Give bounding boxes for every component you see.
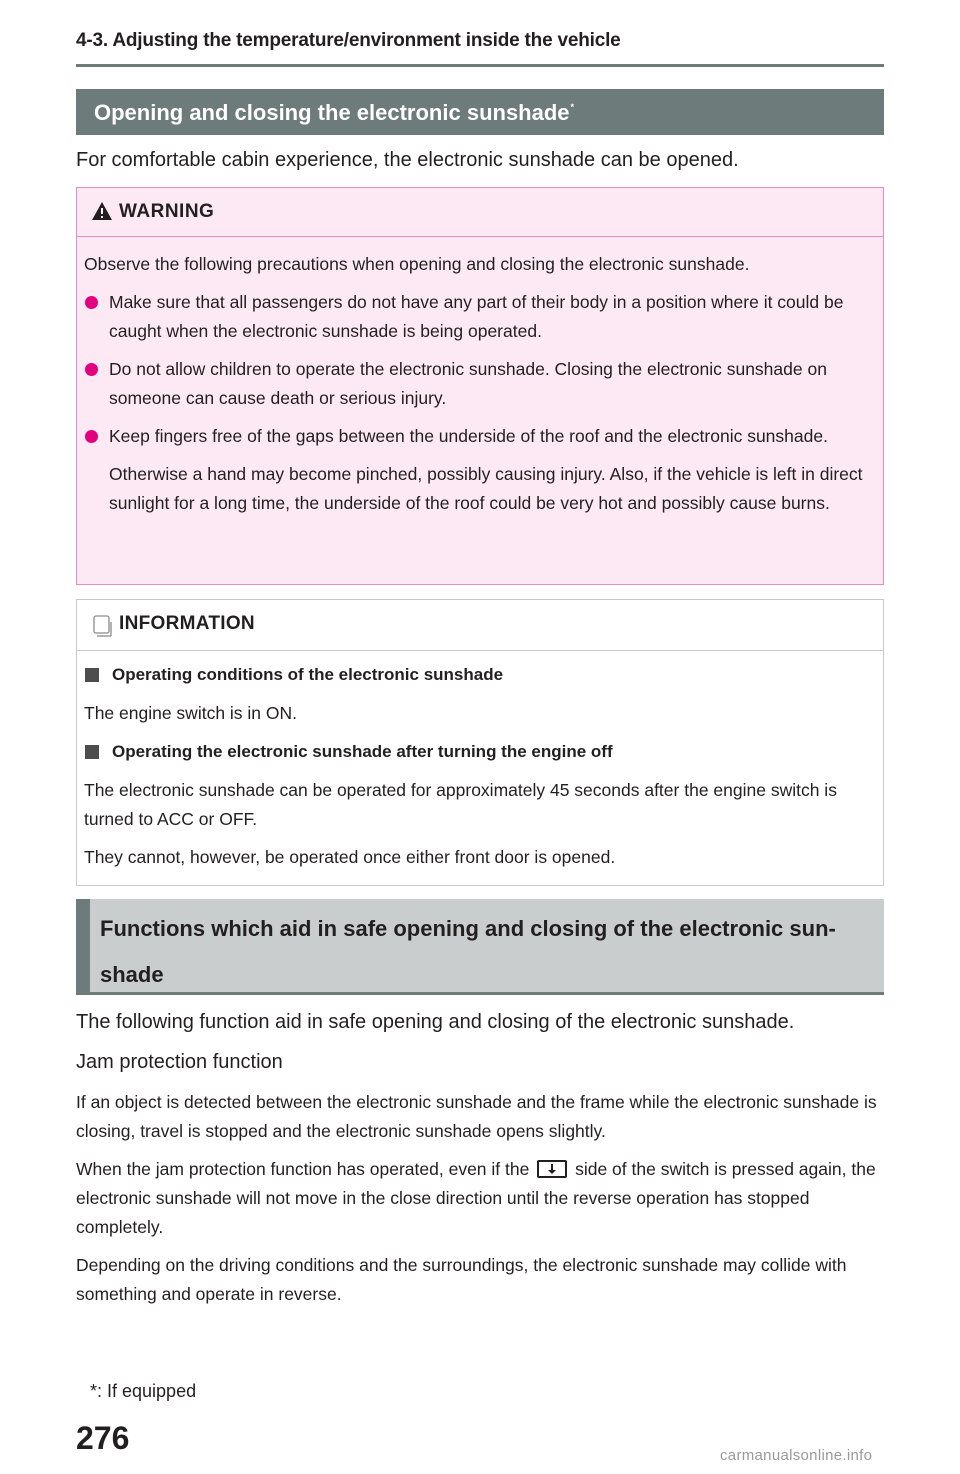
square-bullet-icon — [85, 668, 99, 682]
warning-bullet — [84, 288, 874, 346]
bullet-dot — [85, 363, 98, 376]
page-number: 276 — [76, 1420, 130, 1456]
section-title: Opening and closing the electronic sunshade — [94, 100, 570, 125]
paragraph-text: side of the switch is pressed again, the electronic sunshade will not move in the close direction until the reverse operation has stopped completely. — [76, 1159, 876, 1237]
paragraph-text: When the jam protection function has operated, even if the — [76, 1159, 530, 1179]
warning-header — [77, 188, 883, 237]
warning-bullet — [84, 355, 874, 413]
warning-label: WARNING — [119, 201, 215, 222]
subheading-text: Operating conditions of the electronic sunshade — [112, 665, 504, 684]
info-paragraph: The engine switch is in ON. — [84, 703, 298, 723]
square-bullet-icon — [85, 745, 99, 759]
section2-title-line1: Functions which aid in safe opening and closing of the electronic sun- — [100, 916, 836, 941]
subheading-text: Operating the electronic sunshade after turning the engine off — [112, 742, 613, 761]
function-paragraph: If an object is detected between the electronic sunshade and the frame while the electronic sunshade is closing, travel is stopped and the electronic sunshade opens slightly. — [76, 1092, 877, 1141]
section2-title-line2: shade — [100, 962, 164, 987]
function-name: Jam protection function — [76, 1051, 283, 1073]
bullet-text: Do not allow children to operate the electronic sunshade. Closing the electronic sunshade on someone can cause death or serious injury. — [109, 359, 827, 408]
header-rule — [76, 64, 884, 67]
bullet-dot — [85, 296, 98, 309]
warning-bullet — [84, 422, 874, 451]
watermark: carmanualsonline.info — [720, 1447, 873, 1464]
running-header: 4-3. Adjusting the temperature/environment inside the vehicle — [76, 30, 621, 51]
warning-triangle-icon — [91, 201, 113, 221]
info-subheading — [84, 737, 874, 766]
function-paragraph — [76, 1155, 886, 1242]
information-label: INFORMATION — [119, 613, 255, 634]
warning-intro: Observe the following precautions when opening and closing the electronic sunshade. — [84, 254, 750, 274]
section2-body — [76, 1008, 886, 1318]
bullet-text: Make sure that all passengers do not have any part of their body in a position where it could be caught when the electronic sunshade is being operated. — [109, 292, 844, 341]
information-body — [84, 660, 874, 881]
info-paragraph: The electronic sunshade can be operated for approximately 45 seconds after the engine switch is turned to ACC or OFF. — [84, 780, 837, 829]
title-footnote-marker: * — [570, 102, 575, 112]
information-header — [77, 600, 883, 651]
section2-intro: The following function aid in safe opening and closing of the electronic sunshade. — [76, 1011, 795, 1033]
note-icon — [91, 614, 113, 638]
info-subheading — [84, 660, 874, 689]
info-paragraph: They cannot, however, be operated once either front door is opened. — [84, 847, 616, 867]
warning-box — [76, 187, 884, 585]
section-title-band — [76, 89, 884, 135]
warning-body — [84, 250, 874, 518]
section-title-band-2 — [76, 899, 884, 995]
bullet-text: Keep fingers free of the gaps between the underside of the roof and the electronic sunshade. — [109, 426, 828, 446]
information-box — [76, 599, 884, 886]
warning-followup: Otherwise a hand may become pinched, possibly causing injury. Also, if the vehicle is left in direct sunlight for a long time, the underside of the roof could be very hot and possibly cause burns. — [109, 464, 863, 513]
bullet-dot — [85, 430, 98, 443]
section-intro: For comfortable cabin experience, the electronic sunshade can be opened. — [76, 149, 739, 171]
footnote: *: If equipped — [90, 1381, 197, 1401]
close-switch-icon — [537, 1160, 567, 1178]
function-paragraph: Depending on the driving conditions and the surroundings, the electronic sunshade may collide with something and operate in reverse. — [76, 1255, 847, 1304]
